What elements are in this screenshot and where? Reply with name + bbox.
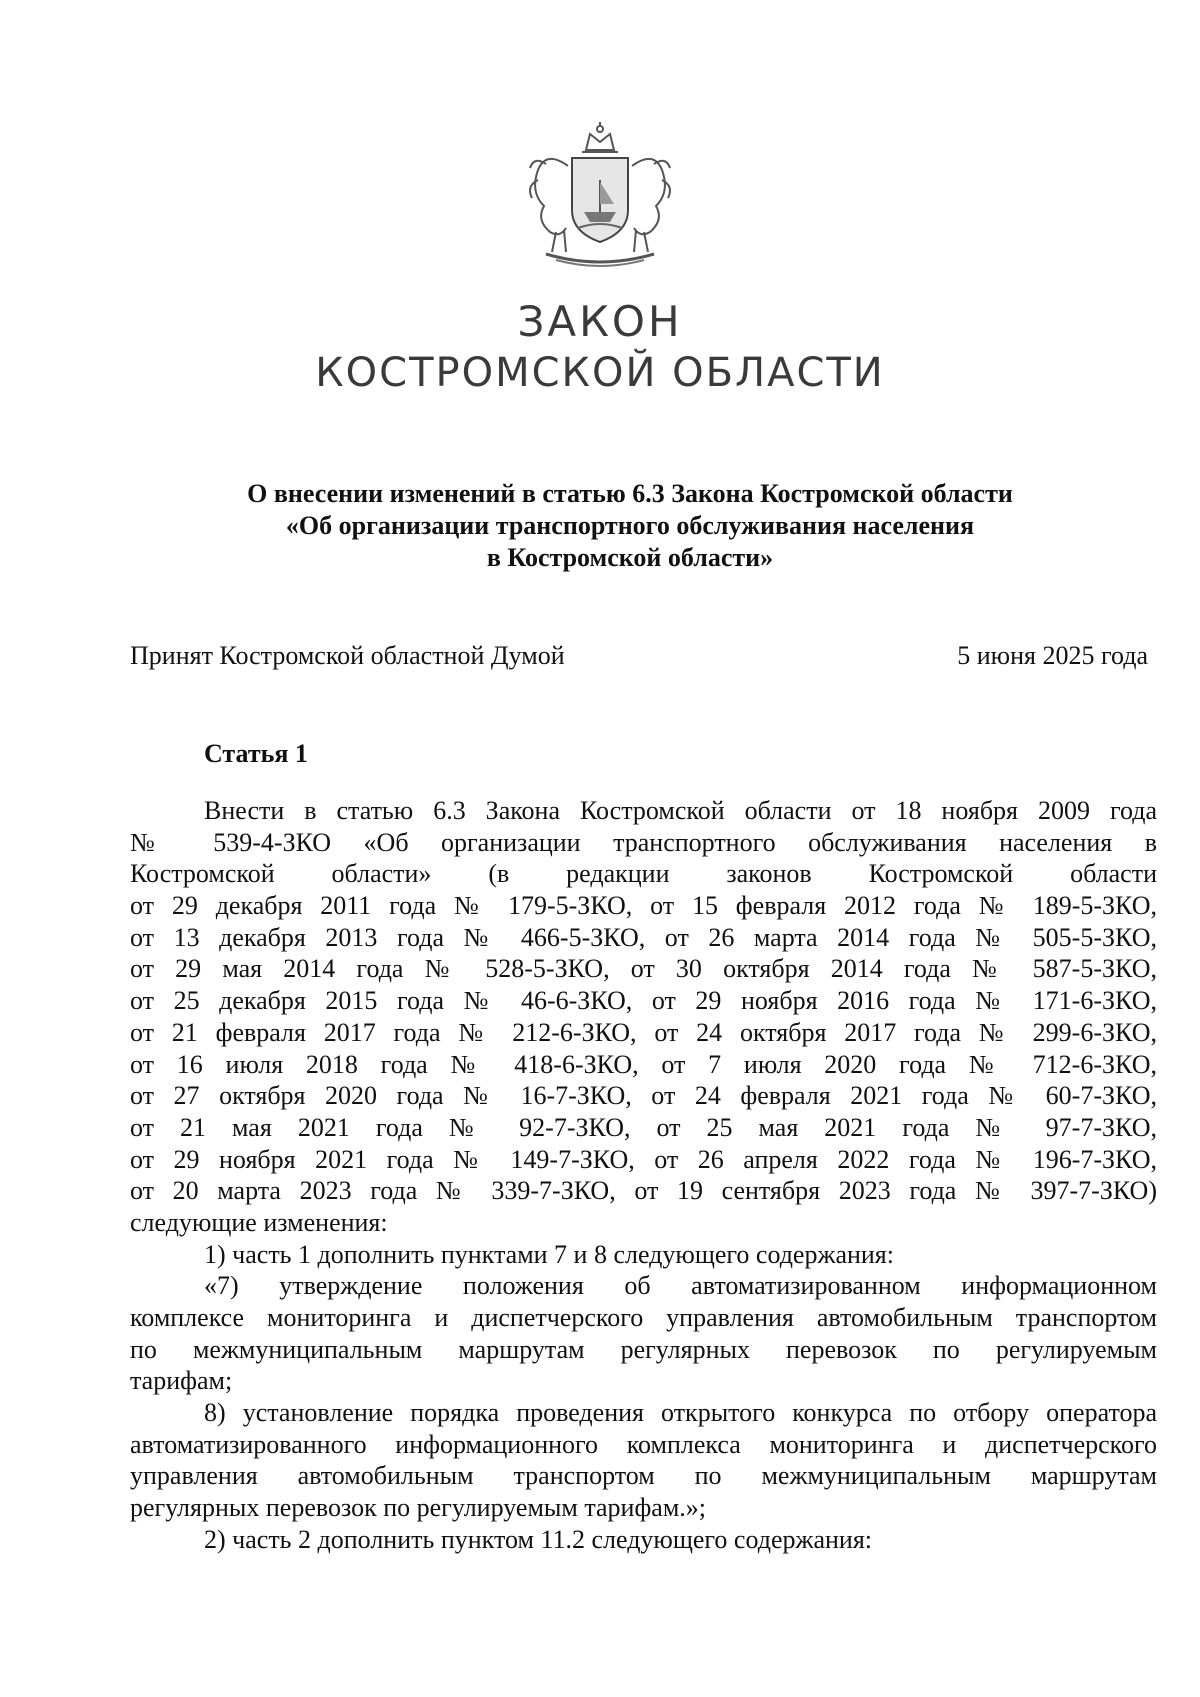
body-line: от 16 июля 2018 года № 418-6-ЗКО, от 7 июля 2020 года № 712-6-ЗКО, bbox=[130, 1049, 1157, 1079]
body-line: от 25 декабря 2015 года № 46-6-ЗКО, от 29 ноября 2016 года № 171-6-ЗКО, bbox=[130, 986, 1157, 1016]
body-line: автоматизированного информационного комплекса мониторинга и диспетчерского bbox=[130, 1429, 1157, 1459]
body-line: 2) часть 2 дополнить пунктом 11.2 следующего содержания: bbox=[204, 1524, 873, 1554]
body-line: «7) утверждение положения об автоматизированном информационном bbox=[204, 1271, 1157, 1301]
body-line: комплексе мониторинга и диспетчерского управления автомобильным транспортом bbox=[130, 1303, 1157, 1332]
adoption-date: 5 июня 2025 года bbox=[957, 641, 1148, 670]
title-line: в Костромской области» bbox=[486, 543, 774, 572]
body-line: от 13 декабря 2013 года № 466-5-ЗКО, от 26 марта 2014 года № 505-5-ЗКО, bbox=[130, 922, 1157, 952]
body-line: 8) установление порядка проведения открытого конкурса по отбору оператора bbox=[204, 1398, 1157, 1428]
title-line: О внесении изменений в статью 6.3 Закона Костромской области bbox=[247, 479, 1013, 508]
article-body bbox=[130, 795, 1157, 1556]
adopted-by: Принят Костромской областной Думой bbox=[130, 641, 565, 670]
body-line: следующие изменения: bbox=[130, 1207, 388, 1237]
document-title bbox=[130, 478, 1130, 574]
law-heading-line1: ЗАКОН bbox=[517, 297, 683, 346]
law-heading-line2: КОСТРОМСКОЙ ОБЛАСТИ bbox=[315, 350, 885, 396]
body-line: от 21 февраля 2017 года № 212-6-ЗКО, от 24 октября 2017 года № 299-6-ЗКО, bbox=[130, 1017, 1157, 1047]
kostroma-coat-of-arms-icon bbox=[516, 120, 684, 270]
title-line: «Об организации транспортного обслуживания населения bbox=[285, 511, 975, 540]
body-line: Костромской области» (в редакции законов Костромской области bbox=[130, 859, 1157, 889]
article-heading: Статья 1 bbox=[204, 739, 308, 768]
body-line: от 29 мая 2014 года № 528-5-ЗКО, от 30 октября 2014 года № 587-5-ЗКО, bbox=[130, 954, 1157, 984]
body-line: Внести в статью 6.3 Закона Костромской области от 18 ноября 2009 года bbox=[204, 796, 1157, 825]
body-line: от 21 мая 2021 года № 92-7-ЗКО, от 25 мая 2021 года № 97-7-ЗКО, bbox=[130, 1112, 1157, 1142]
body-line: управления автомобильным транспортом по межмуниципальным маршрутам bbox=[130, 1461, 1157, 1491]
body-line: от 27 октября 2020 года № 16-7-ЗКО, от 24 февраля 2021 года № 60-7-ЗКО, bbox=[130, 1081, 1157, 1111]
body-line: тарифам; bbox=[130, 1366, 233, 1396]
body-line: 1) часть 1 дополнить пунктами 7 и 8 следующего содержания: bbox=[204, 1239, 894, 1269]
body-line: от 29 декабря 2011 года № 179-5-ЗКО, от 15 февраля 2012 года № 189-5-ЗКО, bbox=[130, 891, 1157, 921]
body-line: от 29 ноября 2021 года № 149-7-ЗКО, от 26 апреля 2022 года № 196-7-ЗКО, bbox=[130, 1144, 1157, 1174]
body-line: по межмуниципальным маршрутам регулярных перевозок по регулируемым bbox=[130, 1334, 1157, 1364]
body-line: от 20 марта 2023 года № 339-7-ЗКО, от 19 сентября 2023 года № 397-7-ЗКО) bbox=[130, 1176, 1157, 1206]
body-line: регулярных перевозок по регулируемым тарифам.»; bbox=[130, 1493, 707, 1523]
adoption-info bbox=[130, 640, 1148, 672]
body-line: № 539-4-ЗКО «Об организации транспортного обслуживания населения в bbox=[130, 827, 1157, 857]
